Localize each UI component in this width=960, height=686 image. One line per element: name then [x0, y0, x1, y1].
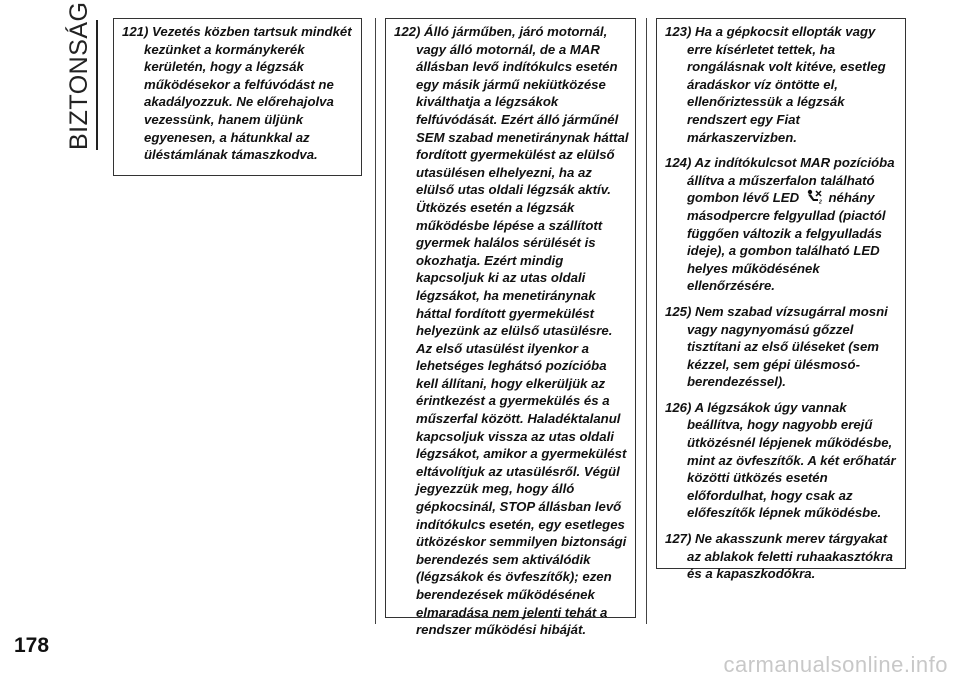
note-124 — [665, 154, 899, 295]
note-126: 126) A légzsákok úgy vannak beállítva, hogy nagyobb erejű ütközésnél lépjenek működésbe, mint az övfeszítők. A két erőhatár közötti ütközés esetén előfordulhat, hogy csak az előfeszítők lépnek működésbe. — [665, 399, 896, 521]
note-125: 125) Nem szabad vízsugárral mosni vagy nagynyomású gőzzel tisztítani az első üléseket (sem kézzel, sem gépi ülésmosó-berendezéssel). — [665, 303, 888, 390]
section-title — [57, 1, 97, 150]
note-121: 121) Vezetés közben tartsuk mindkét kezünket a kormánykerék kerületén, hogy a légzsák működésekor a felfúvódást ne akadályozzuk. Ne előrehajolva vezessünk, hanem üljünk egyenesen, a hátunkkal az üléstámlának támaszkodva. — [122, 24, 352, 163]
warning-box-col3 — [656, 18, 906, 582]
note-127: 127) Ne akasszunk merev tárgyakat az ablakok feletti ruhaakasztókra és a kapaszkodókra. — [665, 531, 893, 582]
column-separator-left — [375, 18, 376, 624]
note-124-text-end: néhány másodpercre felgyullad (piactól függően változik a felgyulladás ideje), a gombon található LED helyes működésének ellenőrzésére. — [687, 190, 886, 294]
page-number: 178 — [14, 634, 50, 657]
column-separator-right — [646, 18, 647, 624]
note-123: 123) Ha a gépkocsit ellopták vagy erre kísérletet tettek, ha rongálásnak volt kitéve, esetleg áradáskor víz öntötte el, ellenőriztessük a légzsák rendszert egy Fiat márkaszervizben. — [665, 24, 886, 145]
warning-box-col2 — [385, 18, 636, 638]
watermark-text: carmanualsonline.info — [723, 652, 948, 677]
svg-text:2: 2 — [818, 199, 822, 205]
note-124-text-start: 124) Az indítókulcsot MAR pozícióba állítva a műszerfalon található gombon lévő LED — [665, 155, 895, 206]
section-title-text: BIZTONSÁG — [65, 1, 93, 150]
warning-box-col1 — [113, 18, 362, 176]
section-title-rule — [96, 20, 98, 150]
passenger-airbag-off-icon — [805, 189, 823, 204]
note-122: 122) Álló járműben, járó motornál, vagy álló motornál, de a MAR állásban levő indítókulcs esetén egy másik jármű nekiütközése kiválthatja a légzsákok felfúvódását. Ezért álló járműnél SEM szabad menetiránynak háttal fordított gyermekülést az elülső utasülésen elhelyezni, ha az elülső utas oldali légzsák aktív. Ütközés esetén a légzsák működésbe lépése a szállított gyermek halálos sérülését is okozhatja. Ezért mindig kapcsoljuk ki az utas oldali légzsákot, ha menetiránynak háttal fordított gyermekülést helyezünk az elülső utasülésre. Az első utasülést ilyenkor a lehetséges leghátsó pozícióba kell állítani, hogy elkerüljük az érintkezést a gyermekülés és a műszerfal között. Haladéktalanul kapcsoljuk vissza az utas oldali légzsákot, amikor a gyermekülést eltávolítjuk az utasülésről. Végül jegyezzük meg, hogy álló gépkocsinál, STOP állásban levő indítókulcs esetén, egy esetleges ütközéskor semmilyen biztonsági berendezés sem aktiválódik (légzsákok és övfeszítők); ezen berendezések működésének elmaradása nem jelenti tehát a rendszer működési hibáját. — [394, 24, 629, 638]
